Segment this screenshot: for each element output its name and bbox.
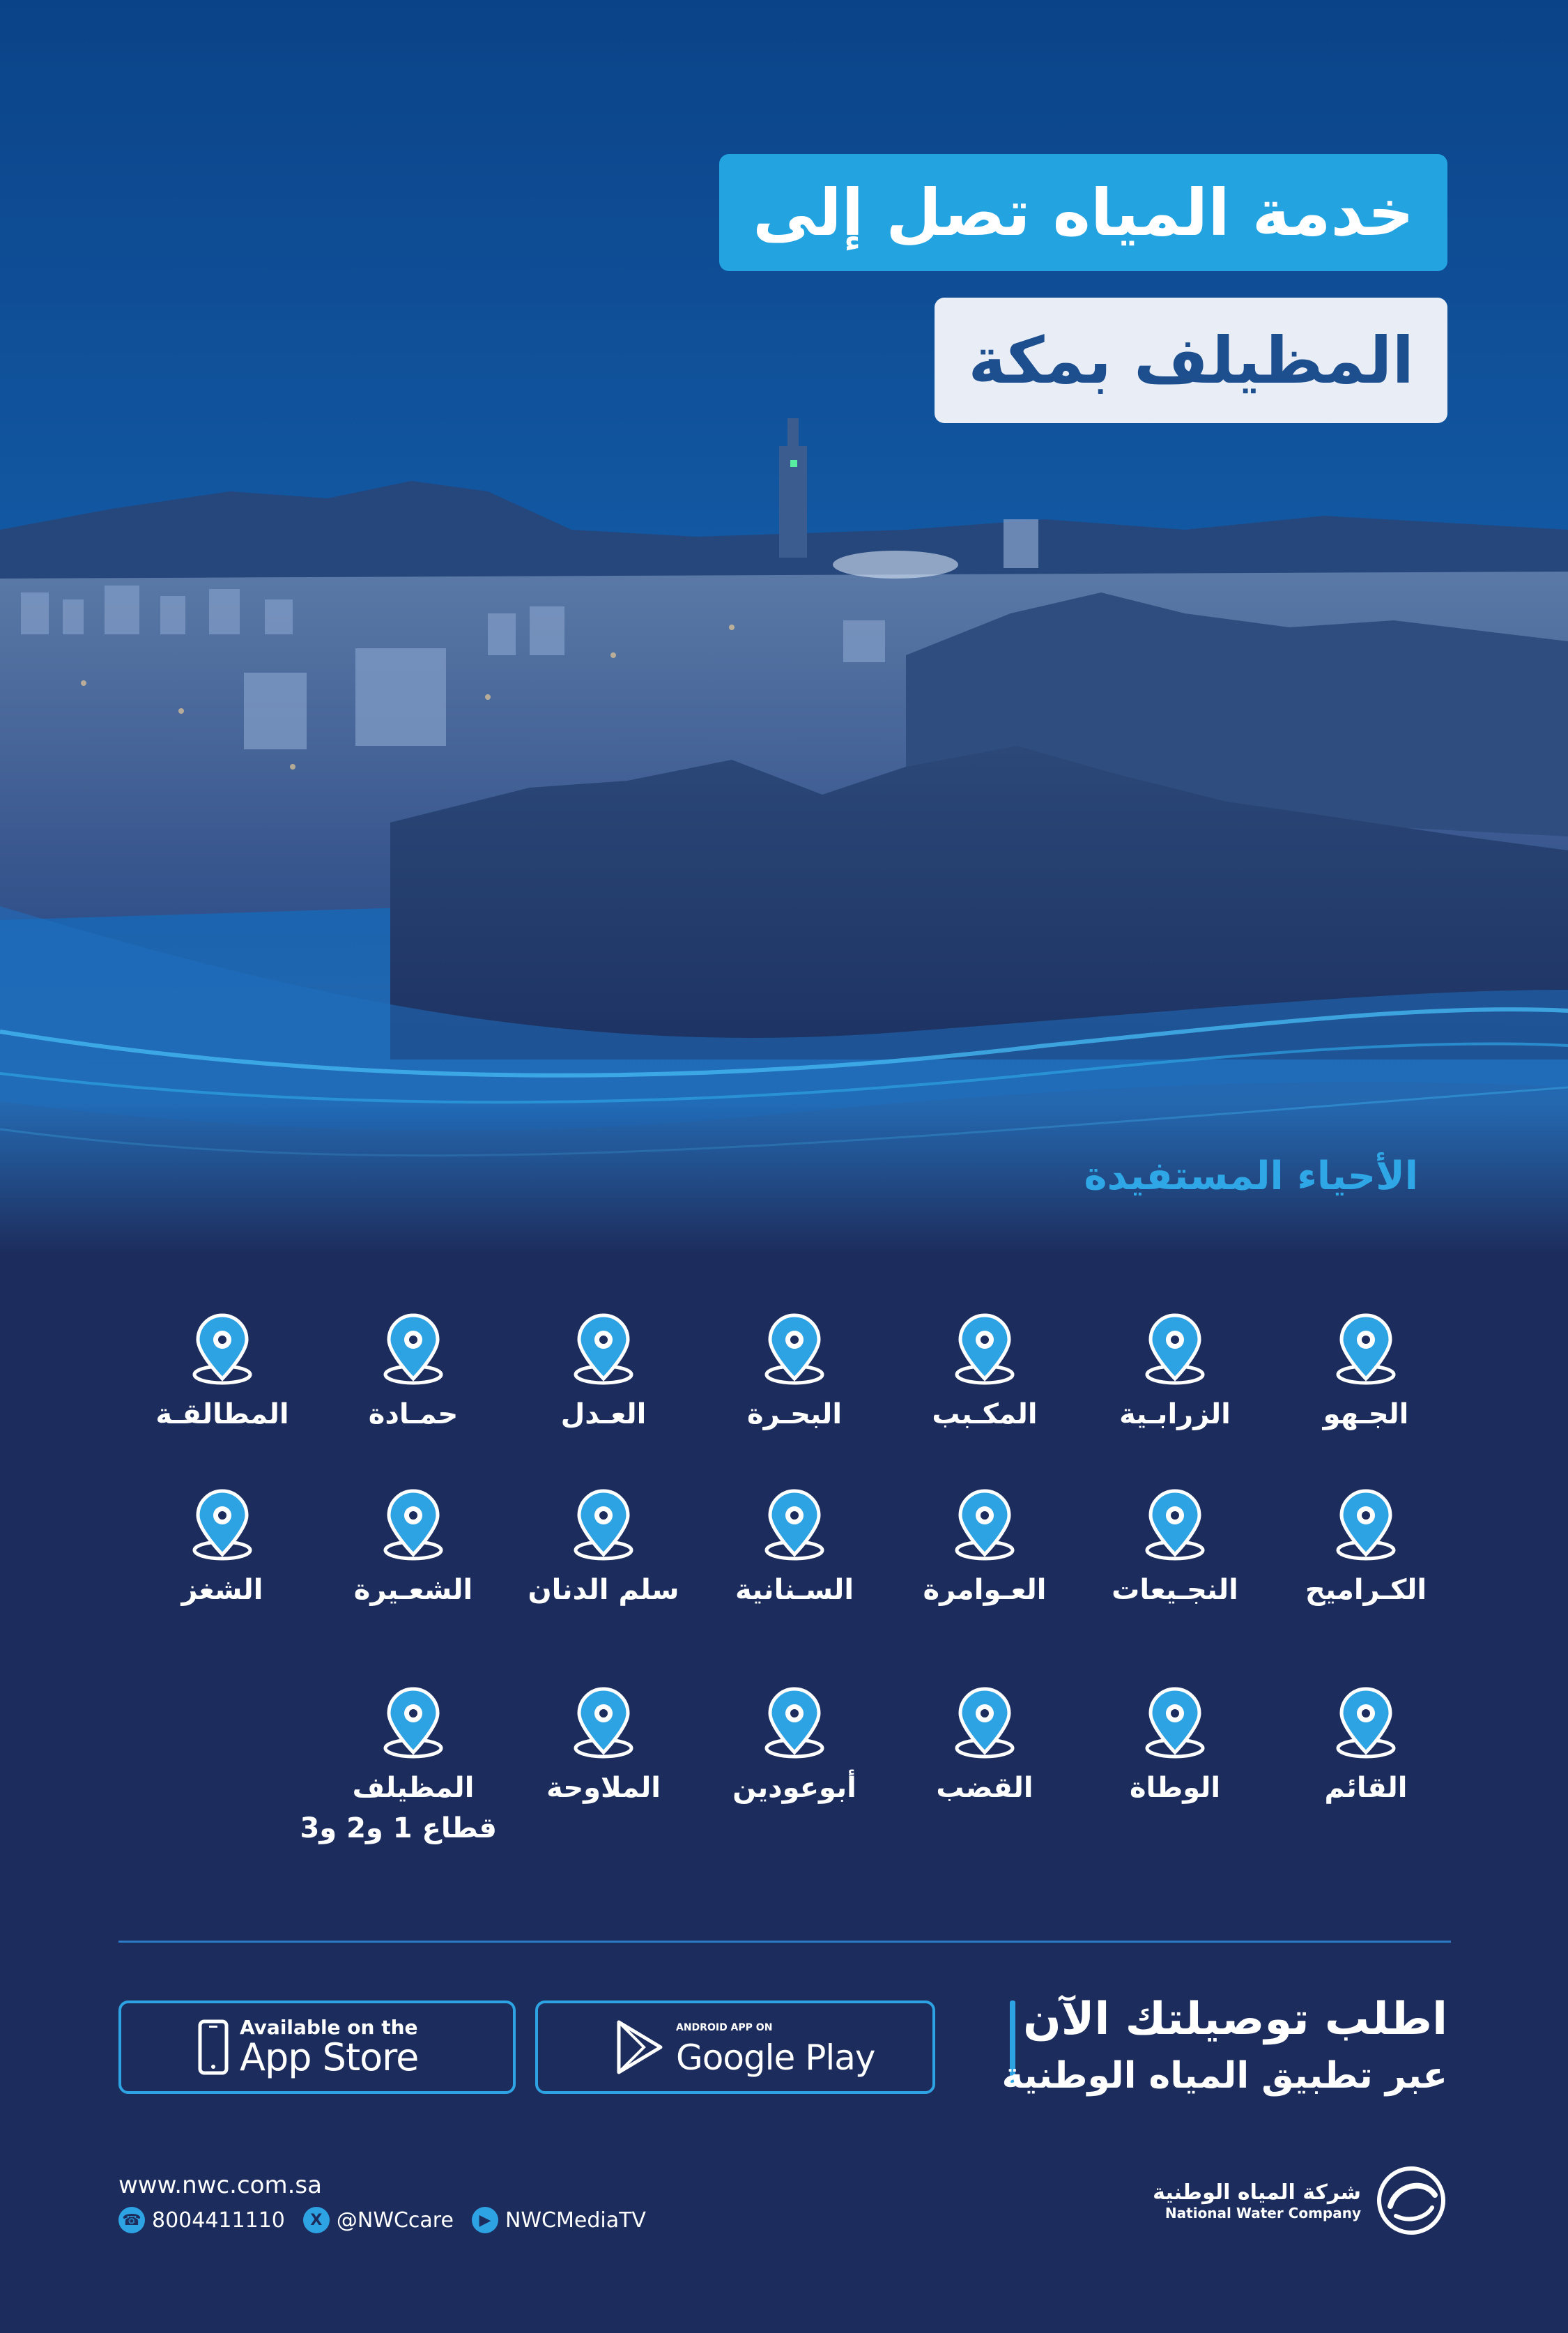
- divider: [118, 1941, 1451, 1943]
- district-name: الزرابـية: [1119, 1398, 1231, 1430]
- district-item: [711, 1486, 878, 1610]
- district-name: أبوعودين: [732, 1772, 856, 1804]
- location-pin-icon: [946, 1310, 1023, 1387]
- app-store-big-text: App Store: [240, 2035, 419, 2079]
- district-name: حمـادة: [368, 1398, 459, 1430]
- district-name: الشغز: [181, 1574, 263, 1606]
- headline-line2: المظيلف بمكة: [968, 323, 1414, 398]
- district-name: البحـرة: [746, 1398, 843, 1430]
- district-item: [139, 1486, 306, 1610]
- location-pin-icon: [375, 1684, 452, 1761]
- district-item: [139, 1310, 306, 1435]
- google-play-button[interactable]: [535, 2001, 935, 2094]
- app-store-button[interactable]: [118, 2001, 516, 2094]
- youtube-icon: ▶: [472, 2207, 498, 2233]
- district-name: القضب: [936, 1772, 1033, 1804]
- district-name: العـوامرة: [923, 1574, 1047, 1606]
- nwc-logo-icon: [1375, 2164, 1447, 2237]
- contact-row: [118, 2207, 664, 2233]
- twitter-contact[interactable]: [303, 2207, 454, 2233]
- district-name: سلم الدنان: [528, 1574, 679, 1606]
- google-play-icon: [615, 2019, 665, 2075]
- district-item: [901, 1486, 1068, 1610]
- location-pin-icon: [565, 1310, 642, 1387]
- cta-heading: اطلب توصيلتك الآن: [1023, 1994, 1447, 2045]
- district-item: [901, 1684, 1068, 1808]
- district-item: [1091, 1486, 1259, 1610]
- headline-box: [719, 154, 1447, 271]
- google-play-big-text: Google Play: [676, 2037, 875, 2078]
- location-pin-icon: [1137, 1684, 1213, 1761]
- district-item: [330, 1310, 497, 1435]
- cta-subheading: عبر تطبيق المياه الوطنية: [1001, 2055, 1447, 2097]
- district-item: [1282, 1486, 1450, 1610]
- district-item: [1282, 1310, 1450, 1435]
- section-title: الأحياء المستفيدة: [1084, 1154, 1418, 1199]
- location-pin-icon: [756, 1310, 833, 1387]
- headline-line1: خدمة المياه تصل إلى: [753, 175, 1414, 250]
- phone-number: 8004411110: [152, 2208, 285, 2233]
- location-pin-icon: [946, 1486, 1023, 1563]
- district-item: [711, 1310, 878, 1435]
- district-item: [520, 1310, 687, 1435]
- location-pin-icon: [1328, 1684, 1404, 1761]
- district-item: [330, 1486, 497, 1610]
- district-item: [520, 1684, 687, 1808]
- phone-contact[interactable]: [118, 2207, 285, 2233]
- twitter-handle: @NWCcare: [336, 2208, 454, 2233]
- location-pin-icon: [1328, 1486, 1404, 1563]
- location-pin-icon: [375, 1310, 452, 1387]
- website-link[interactable]: www.nwc.com.sa: [118, 2171, 322, 2199]
- brand-logo: [1153, 2164, 1447, 2237]
- district-item: [1091, 1684, 1259, 1808]
- district-name: المظيلف: [352, 1772, 475, 1804]
- location-pin-icon: [1137, 1486, 1213, 1563]
- location-pin-icon: [1328, 1310, 1404, 1387]
- headline-box-2: [935, 298, 1447, 423]
- district-item: [520, 1486, 687, 1610]
- google-play-small-text: ANDROID APP ON: [676, 2022, 773, 2033]
- district-name: الكـراميح: [1305, 1574, 1427, 1606]
- location-pin-icon: [756, 1486, 833, 1563]
- district-item: [711, 1684, 878, 1808]
- phone-icon: [198, 2019, 229, 2075]
- location-pin-icon: [565, 1684, 642, 1761]
- district-name: الوطاة: [1129, 1772, 1221, 1804]
- location-pin-icon: [184, 1486, 261, 1563]
- district-name: السـنانية: [735, 1574, 854, 1606]
- phone-icon: ☎: [118, 2207, 145, 2233]
- district-name: المطالقـة: [155, 1398, 289, 1430]
- district-name: الشعـيرة: [353, 1574, 473, 1606]
- district-name: الجـهو: [1323, 1398, 1409, 1430]
- location-pin-icon: [756, 1684, 833, 1761]
- location-pin-icon: [1137, 1310, 1213, 1387]
- district-name: المكـبب: [932, 1398, 1038, 1430]
- district-name: الملاوحة: [546, 1772, 661, 1804]
- youtube-handle: NWCMediaTV: [505, 2208, 646, 2233]
- district-item: [1091, 1310, 1259, 1435]
- brand-name-ar: شركة المياه الوطنية: [1153, 2180, 1361, 2205]
- district-note: قطاع 1 و2 و3: [300, 1812, 497, 1844]
- brand-name-en: National Water Company: [1165, 2204, 1361, 2221]
- location-pin-icon: [184, 1310, 261, 1387]
- district-name: القائم: [1324, 1772, 1408, 1804]
- location-pin-icon: [946, 1684, 1023, 1761]
- district-name: العـدل: [560, 1398, 647, 1430]
- youtube-contact[interactable]: [472, 2207, 646, 2233]
- app-store-small-text: Available on the: [240, 2016, 418, 2039]
- location-pin-icon: [375, 1486, 452, 1563]
- x-twitter-icon: X: [303, 2207, 330, 2233]
- district-item: [901, 1310, 1068, 1435]
- district-name: النجـيعات: [1112, 1574, 1238, 1606]
- district-item: [300, 1684, 497, 1849]
- location-pin-icon: [565, 1486, 642, 1563]
- district-item: [1282, 1684, 1450, 1808]
